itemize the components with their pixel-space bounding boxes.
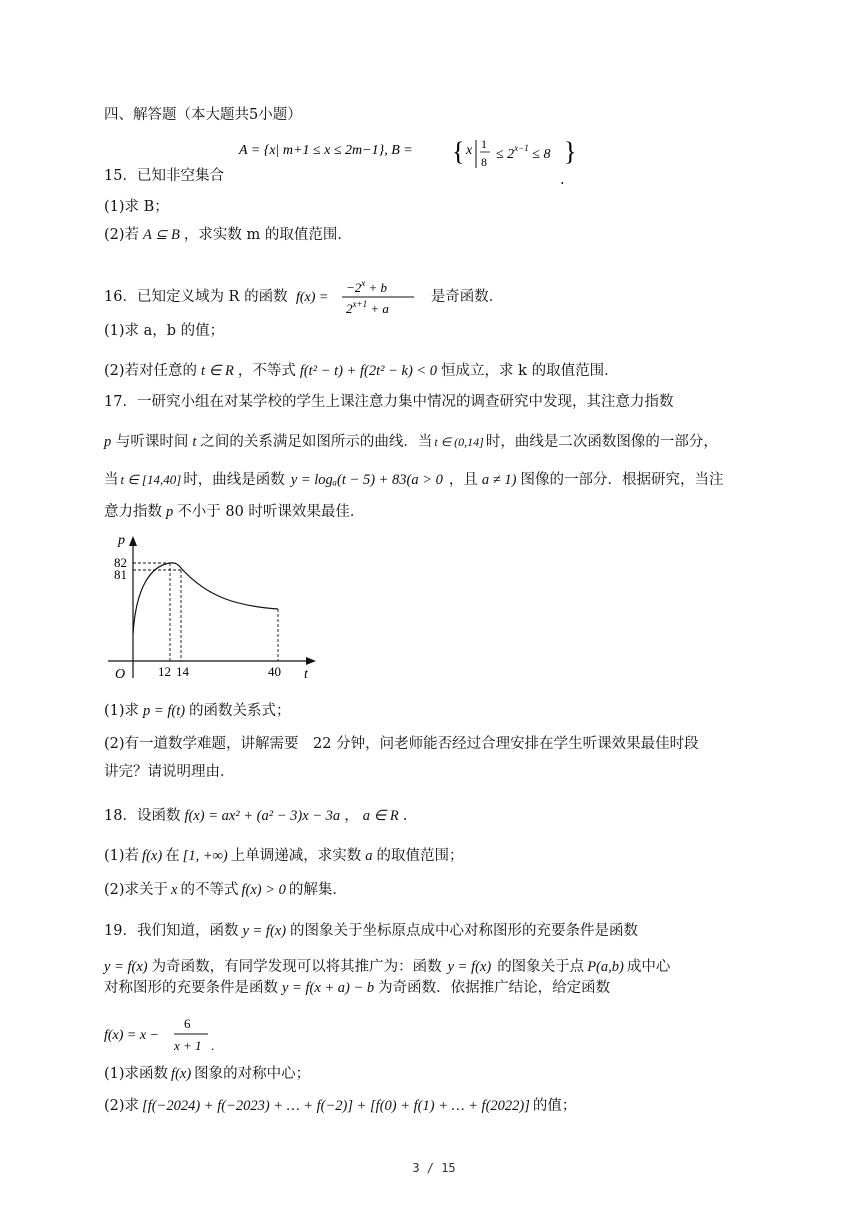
svg-text:1: 1 bbox=[481, 137, 487, 151]
tick-82: 82 bbox=[114, 555, 127, 570]
q19-line1: 19．我们知道，函数 y = f(x) 的图象关于坐标原点成中心对称图形的充要条件是函数 bbox=[104, 923, 639, 939]
q18-intro: 18．设函数 f(x) = ax² + (a² − 3)x − 3a ， a ∈ R . bbox=[104, 808, 408, 824]
svg-text:6: 6 bbox=[184, 1016, 191, 1031]
q17-part1: (1)求 p = f(t) 的函数关系式； bbox=[104, 703, 291, 719]
q16-part1: (1)求 a，b 的值； bbox=[104, 323, 225, 339]
q17-line3: 当 t ∈ [14,40] 时，曲线是函数 y = logₐ(t − 5) + 83(a > 0 ，且 a ≠ 1) 图像的一部分．根据研究，当注 bbox=[104, 472, 724, 488]
svg-text:≤ 2x−1 ≤ 8: ≤ $2^{x-1} \le 8$ bbox=[496, 143, 551, 162]
svg-text:f(x) =: f(x) = bbox=[296, 290, 329, 305]
tick-14: 14 bbox=[176, 664, 189, 679]
q19-line3: 对称图形的充要条件是函数 y = f(x + a) − b 为奇函数．依据推广结论，给定函数 bbox=[104, 980, 611, 996]
q19-part2: (2)求 [f(−2024) + f(−2023) + … + f(−2)] + [f(0) + f(1) + … + f(2022)] 的值； bbox=[104, 1098, 577, 1114]
q15-intro: 15．已知非空集合 bbox=[104, 168, 224, 184]
q19-line2: y = f(x) 为奇函数，有同学发现可以将其推广为：函数 y = f(x) 的图象关于点 P(a,b) 成中心 bbox=[104, 959, 671, 975]
q17-line1: 17．一研究小组在对某学校的学生上课注意力集中情况的调查研究中发现，其注意力指数 bbox=[104, 394, 674, 410]
q17-line2: p 与听课时间 t 之间的关系满足如图所示的曲线．当 t ∈ (0,14] 时，曲线是二次函数图像的一部分， bbox=[104, 434, 718, 450]
svg-text:2x+1 + a: $2^{x+1} + a$ bbox=[346, 299, 390, 316]
q17-part2-cont: 讲完？请说明理由． bbox=[104, 764, 235, 780]
section-title: 四、解答题（本大题共5小题） bbox=[104, 107, 302, 123]
attention-curve bbox=[133, 563, 278, 634]
svg-text:.: . bbox=[211, 1038, 215, 1053]
q17-part2: (2)有一道数学难题，讲解需要 22 分钟，问老师能否经过合理安排在学生听课效果最佳时段 bbox=[104, 736, 699, 752]
q17-line4: 意力指数 p 不小于 80 时听课效果最佳． bbox=[104, 504, 365, 520]
tick-12: 12 bbox=[158, 664, 171, 679]
q16-intro: 16．已知定义域为 R 的函数 f(x) = $-2^x + b$ $2^{x+1} + a$ 是奇函数． bbox=[104, 278, 504, 316]
q15-dot: . bbox=[560, 172, 565, 188]
q19-formula-svg bbox=[104, 1012, 224, 1056]
attention-graph bbox=[98, 528, 338, 688]
q15-formula-svg bbox=[234, 136, 594, 176]
svg-text:{: { bbox=[452, 137, 465, 166]
q19-line4 bbox=[104, 1012, 224, 1056]
y-axis-arrow-icon bbox=[129, 536, 137, 546]
q18-part1: (1)若 f(x) 在 [1, +∞) 上单调递减，求实数 a 的取值范围； bbox=[104, 848, 464, 864]
svg-text:}: } bbox=[564, 137, 577, 166]
tick-81: 81 bbox=[114, 567, 127, 582]
svg-text:8: 8 bbox=[481, 155, 487, 169]
q16-formula-svg bbox=[294, 276, 424, 318]
q16-part2: (2)若对任意的 t ∈ R ，不等式 f(t² − t) + f(2t² − k) < 0 恒成立，求 k 的取值范围． bbox=[104, 363, 619, 379]
axis-label-p: p bbox=[118, 533, 125, 548]
svg-text:x + 1: x + 1 bbox=[174, 1038, 202, 1053]
svg-text:A = {x| m+1 ≤ x ≤ 2m−1}, B =: A = {x| m+1 ≤ x ≤ 2m−1}, B = bbox=[239, 143, 413, 158]
x-axis-arrow-icon bbox=[306, 657, 316, 665]
origin-label: O bbox=[115, 667, 126, 682]
svg-text:f(x) = x −: f(x) = x − bbox=[104, 1028, 160, 1043]
page-number: 3 / 15 bbox=[412, 1161, 456, 1175]
q15-part1: (1)求 B； bbox=[104, 199, 169, 215]
axis-label-t: t bbox=[304, 667, 308, 682]
q19-part1: (1)求函数 f(x) 图象的对称中心； bbox=[104, 1066, 311, 1082]
q18-part2: (2)求关于 x 的不等式 f(x) > 0 的解集． bbox=[104, 882, 347, 898]
q15-part2: (2)若 A ⊆ B ，求实数 m 的取值范围． bbox=[104, 227, 352, 243]
svg-text:−2x + b: $-2^x + b$ bbox=[346, 278, 388, 295]
svg-text:x: x bbox=[466, 143, 473, 158]
tick-40: 40 bbox=[268, 664, 281, 679]
